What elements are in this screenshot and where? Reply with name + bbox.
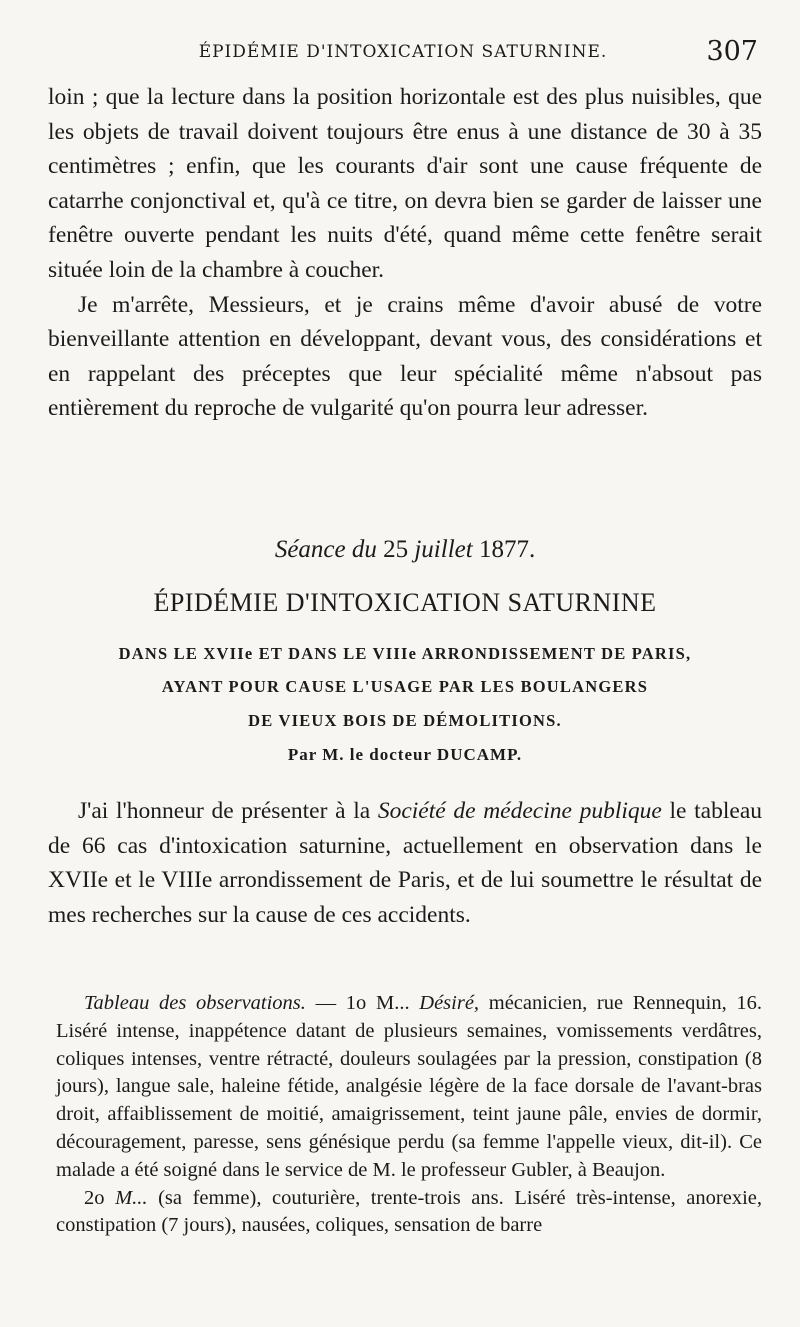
running-head (48, 34, 758, 70)
paragraph-continued: loin ; que la lecture dans la position horizontale est des plus nuisibles, que les objets de travail doivent toujours être enus à une distance de 30 à 35 centimètres ; enfin, que les courants d'air sont une cause fréquente de catarrhe conjonctival et, qu'à ce titre, on devra bien se garder de laisser une fenêtre ouverte pendant les nuits d'été, quand même cette fenêtre serait située loin de la chambre à coucher. (48, 84, 762, 283)
article-intro (48, 794, 762, 932)
observation-1-text: mécanicien, rue Rennequin, 16. Liséré intense, inappétence datant de plusieurs semaines, vomissements verdâtres, coliques intenses, ventre rétracté, douleurs soulagées par la pression, constipation (8 jours), langue sale, haleine fétide, analgésie légère de la face dorsale de l'avant-bras droit, affaiblissement de moitié, amaigrissement, teint jaune pâle, envies de dormir, découragement, paresse, sens génésique perdu (sa femme l'appelle vieux, dit-il). Ce malade a été soigné dans le service de M. le professeur Gubler, à Beaujon. (56, 992, 763, 1181)
running-head-title: ÉPIDÉMIE D'INTOXICATION SATURNINE. (198, 42, 608, 62)
article-subtitle-1: DANS LE XVIIe ET DANS LE VIIIe ARRONDISSEMENT DE PARIS, (118, 644, 692, 663)
article-author: Par M. le docteur DUCAMP. (287, 745, 523, 764)
paragraph-closing: Je m'arrête, Messieurs, et je crains même d'avoir abusé de votre bienveillante attention en développant, devant vous, des considérations et en rappelant des préceptes que leur spécialité même n'absout pas entièrement du reproche de vulgarité qu'on pourra leur adresser. (48, 291, 762, 422)
observation-1-number: — 1o M... (315, 992, 410, 1014)
intro-part-2: le tableau de 66 cas d'intoxication saturnine, actuellement en observation dans le XVIIe et le VIIIe arrondissement de Paris, et de lui soumettre le résultat de mes recherches sur la cause de ces accidents. (48, 798, 762, 928)
observation-1 (56, 990, 762, 1185)
observation-2-number: 2o (84, 1186, 105, 1209)
intro-part-1: J'ai l'honneur de présenter à la (78, 798, 371, 824)
intro-paragraph (48, 794, 762, 932)
session-date (48, 536, 762, 564)
observation-1-name: Désiré, (419, 992, 480, 1014)
observation-2 (56, 1185, 762, 1241)
session-year: 1877. (478, 536, 536, 563)
observations-heading: Tableau des observations. (84, 992, 306, 1014)
observation-2-text: (sa femme), couturière, trente-trois ans. Liséré très-intense, anorexie, constipation (7 jours), nausées, coliques, sensation de barre (56, 1186, 763, 1237)
observation-2-name: M... (115, 1186, 148, 1209)
article-subtitle-3: DE VIEUX BOIS DE DÉMOLITIONS. (248, 711, 562, 730)
session-prefix: Séance du (274, 536, 377, 563)
article-title: ÉPIDÉMIE D'INTOXICATION SATURNINE (153, 588, 657, 617)
intro-text-block (48, 80, 762, 426)
observations-block (56, 990, 762, 1240)
page-number: 307 (706, 36, 758, 67)
session-month: juillet (414, 536, 473, 563)
society-name: Société de médecine publique (377, 798, 662, 824)
session-day: 25 (383, 536, 409, 563)
article-subtitle-2: AYANT POUR CAUSE L'USAGE PAR LES BOULANGERS (161, 677, 649, 696)
